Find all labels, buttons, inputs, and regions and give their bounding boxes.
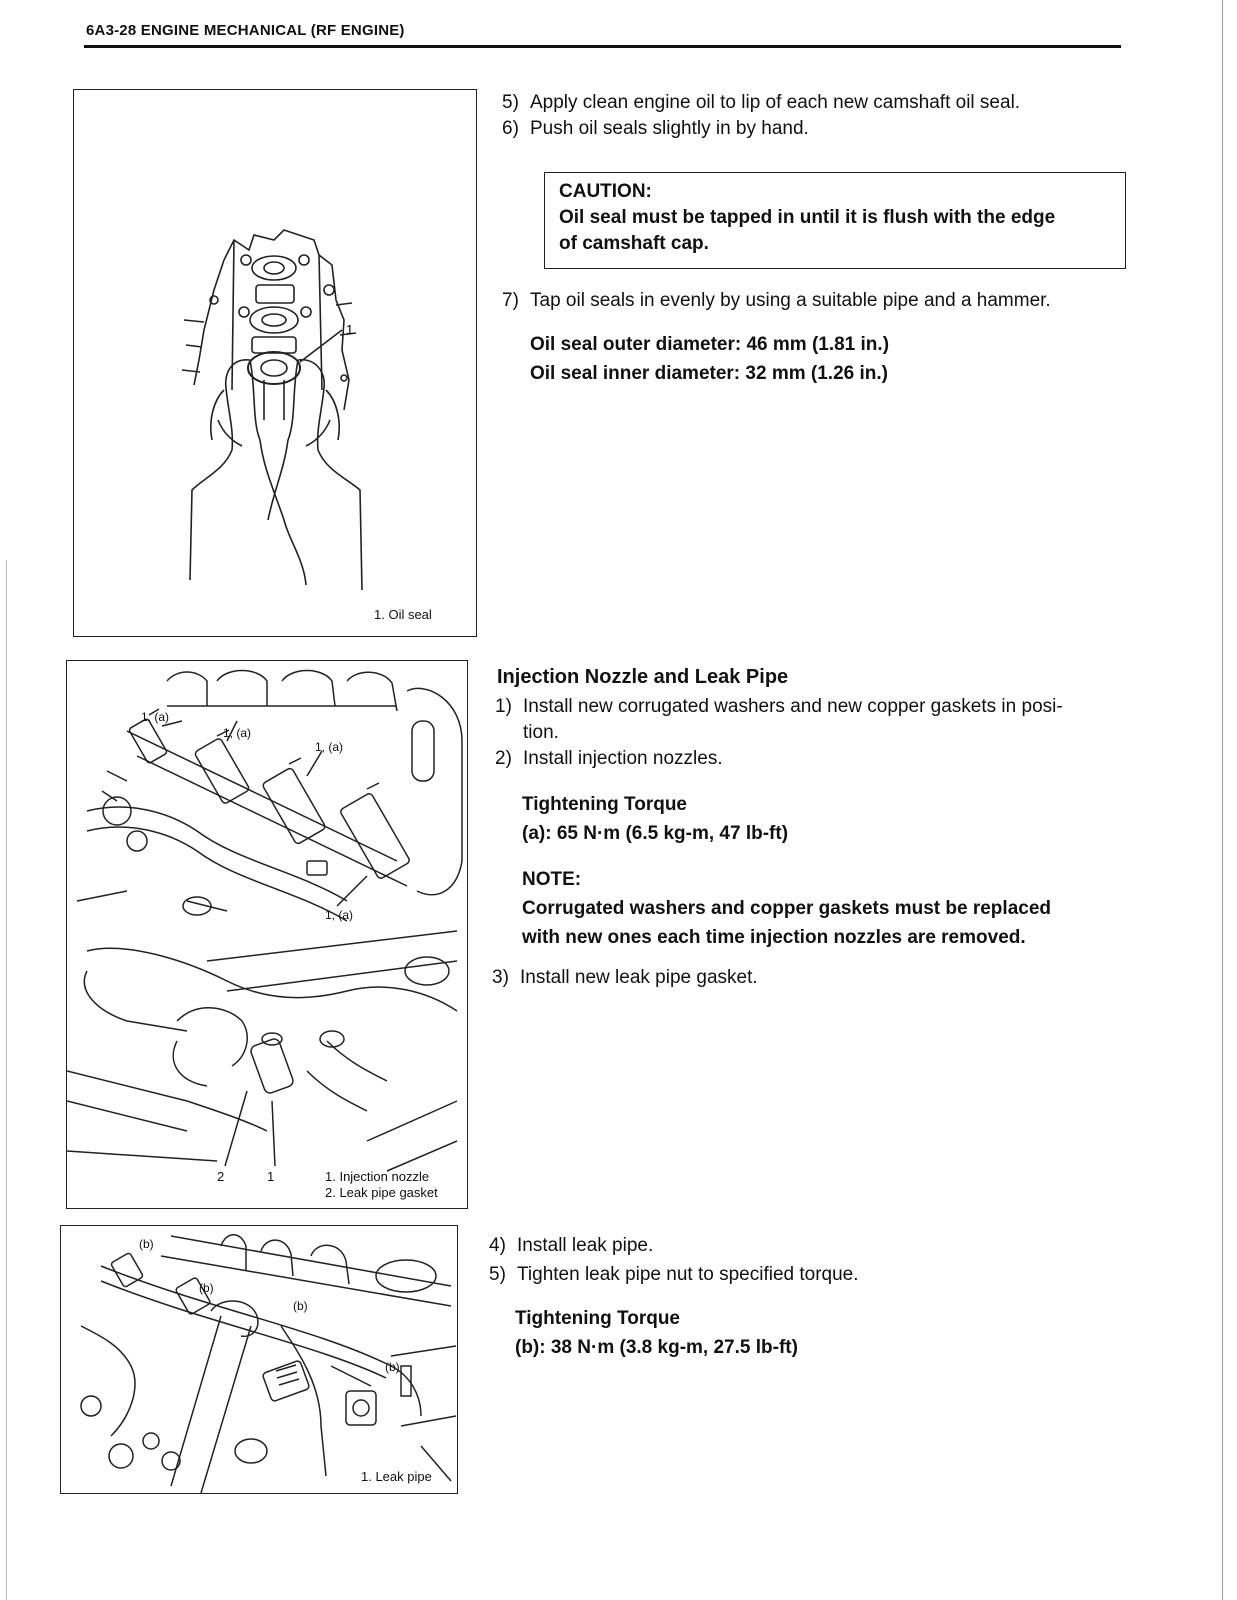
injection-nozzle-illustration [67,661,467,1208]
step-6-push-seals [502,116,1122,142]
nozzle-label-4: 1, (a) [325,908,354,922]
step-text: Tighten leak pipe nut to specified torque. [517,1264,859,1285]
caution-line-2: of camshaft cap. [559,233,709,254]
step-number: 6) [502,118,519,139]
figure-leak-pipe-legend: 1. Leak pipe [361,1469,432,1484]
oil-seal-callout: 1 [346,322,354,337]
leak-pipe-illustration [61,1226,457,1493]
scan-edge-line-left [6,560,7,1600]
step-4-install-leak-pipe [489,1233,1109,1259]
note-line-2: with new ones each time injection nozzles are removed. [522,927,1026,948]
note-title: NOTE: [522,869,582,890]
header-rule [84,45,1121,48]
leak-pipe-label-2: (b) [199,1281,214,1295]
step-text: Install leak pipe. [517,1235,654,1256]
step-text-line-1: Install new corrugated washers and new copper gaskets in posi- [523,696,1063,717]
caution-box [544,172,1126,269]
scan-edge-line [1222,0,1223,1600]
step-text: Install injection nozzles. [523,748,723,769]
torque-title: Tightening Torque [522,794,687,815]
nozzle-label-3: 1, (a) [315,740,344,754]
legend-leak-pipe-gasket: 2. Leak pipe gasket [325,1185,438,1200]
step-2-install-nozzles [495,746,1115,772]
step-text-line-2: tion. [523,722,559,743]
torque-value-a: (a): 65 N·m (6.5 kg-m, 47 lb-ft) [522,823,789,844]
figure-injection-nozzle [66,660,468,1209]
legend-injection-nozzle: 1. Injection nozzle [325,1169,430,1184]
figure-injection-nozzle-legend [325,1169,438,1201]
nozzle-label-2: 1, (a) [223,726,252,740]
step-number: 5) [489,1264,506,1285]
inner-diameter-spec: Oil seal inner diameter: 32 mm (1.26 in.) [530,363,888,384]
caution-line-1: Oil seal must be tapped in until it is flush with the edge [559,207,1056,228]
step-1-install-washers [495,694,1115,746]
note-line-1: Corrugated washers and copper gaskets must be replaced [522,898,1052,919]
leak-pipe-label-4: (b) [385,1360,400,1374]
figure-oil-seal-legend: 1. Oil seal [374,607,432,622]
step-7-tap-seals [502,288,1122,314]
torque-title: Tightening Torque [515,1308,680,1329]
page-header: 6A3-28 ENGINE MECHANICAL (RF ENGINE) [86,22,405,39]
note-block [522,865,1051,952]
nozzle-label-1: 1, (a) [141,710,170,724]
step-number: 3) [492,967,509,988]
step-text: Tap oil seals in evenly by using a suitable pipe and a hammer. [530,290,1051,311]
step-text: Install new leak pipe gasket. [520,967,758,988]
step-3-install-gasket [492,965,1112,991]
step-5-apply-oil [502,90,1122,116]
nozzle-callout: 1 [267,1169,275,1184]
caution-text [559,179,1055,257]
gasket-callout: 2 [217,1169,225,1184]
leak-pipe-label-1: (b) [139,1237,154,1251]
step-number: 7) [502,290,519,311]
step-5-tighten-nut [489,1262,1109,1288]
step-number: 2) [495,748,512,769]
torque-spec-a [522,790,788,848]
figure-oil-seal [73,89,477,637]
caution-title: CAUTION: [559,181,652,202]
outer-diameter-spec: Oil seal outer diameter: 46 mm (1.81 in.) [530,334,890,355]
torque-value-b: (b): 38 N·m (3.8 kg-m, 27.5 lb-ft) [515,1337,798,1358]
step-text: Push oil seals slightly in by hand. [530,118,809,139]
section-heading-injection-nozzle: Injection Nozzle and Leak Pipe [497,666,789,688]
step-text: Apply clean engine oil to lip of each new camshaft oil seal. [530,92,1021,113]
torque-spec-b [515,1304,798,1362]
step-number: 1) [495,696,512,717]
oil-seal-specs [530,330,889,388]
leak-pipe-label-3: (b) [293,1299,308,1313]
oil-seal-illustration [74,90,476,636]
figure-leak-pipe [60,1225,458,1494]
step-number: 5) [502,92,519,113]
step-number: 4) [489,1235,506,1256]
